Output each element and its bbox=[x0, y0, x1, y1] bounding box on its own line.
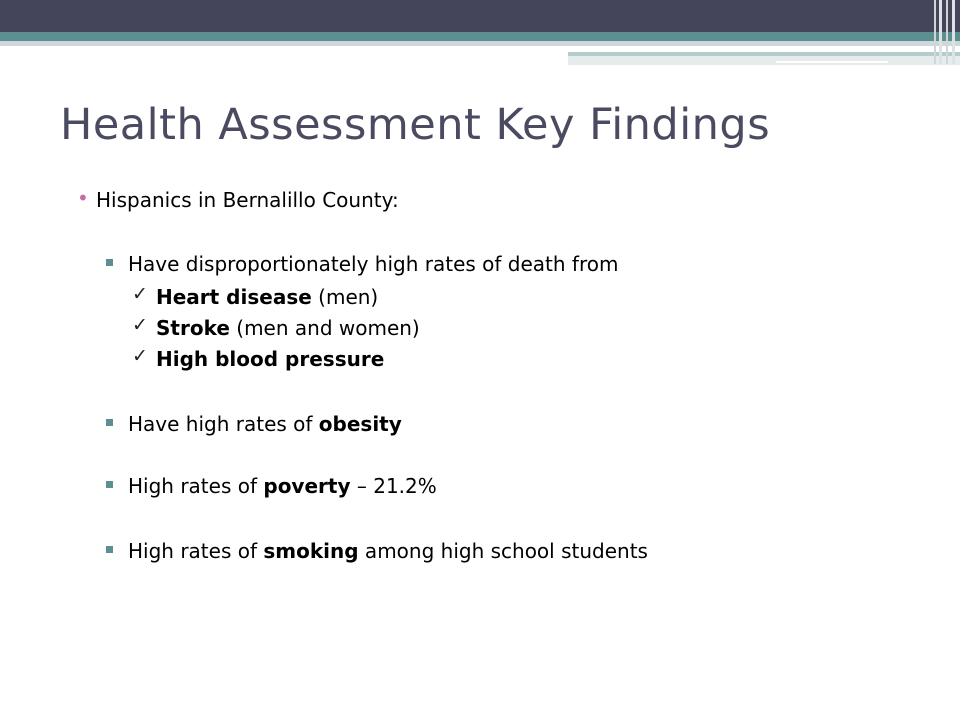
checkmark-icon: ✓ bbox=[132, 283, 148, 305]
slide-title: Health Assessment Key Findings bbox=[60, 100, 771, 150]
item-smoking bbox=[128, 538, 648, 564]
item-bold: poverty bbox=[263, 474, 351, 498]
item-text: – 21.2% bbox=[350, 474, 437, 498]
item-text: High rates of bbox=[128, 539, 264, 563]
header-stripe bbox=[952, 0, 955, 64]
header-banner-line bbox=[776, 61, 888, 63]
check-item-heart-disease bbox=[156, 284, 378, 310]
check-item-stroke bbox=[156, 315, 420, 341]
check-item-rest: (men and women) bbox=[229, 316, 420, 340]
item-bold: smoking bbox=[263, 539, 359, 563]
square-bullet-icon bbox=[106, 259, 113, 266]
square-bullet-icon bbox=[106, 481, 113, 488]
item-text: among high school students bbox=[358, 539, 648, 563]
checkmark-icon: ✓ bbox=[132, 345, 148, 367]
header-stripe bbox=[946, 0, 948, 64]
level1-text: Hispanics in Bernalillo County: bbox=[96, 188, 399, 212]
header-stripe bbox=[939, 0, 942, 64]
square-bullet-icon bbox=[106, 546, 113, 553]
item-text: High rates of bbox=[128, 474, 264, 498]
check-item-rest: (men) bbox=[311, 285, 379, 309]
bullet-dot-icon: • bbox=[77, 186, 89, 210]
item-poverty bbox=[128, 473, 437, 499]
item-disproportionate-death: Have disproportionately high rates of death from bbox=[128, 252, 619, 276]
header-banner-teal bbox=[0, 32, 960, 41]
header-stripe bbox=[934, 0, 936, 64]
square-bullet-icon bbox=[106, 419, 113, 426]
check-item-high-blood-pressure bbox=[156, 346, 384, 372]
header-banner-step bbox=[568, 56, 960, 65]
check-item-bold: Heart disease bbox=[156, 285, 312, 309]
item-obesity bbox=[128, 411, 402, 437]
item-text: Have high rates of bbox=[128, 412, 319, 436]
item-bold: obesity bbox=[318, 412, 402, 436]
checkmark-icon: ✓ bbox=[132, 314, 148, 336]
check-item-bold: Stroke bbox=[156, 316, 230, 340]
check-item-bold: High blood pressure bbox=[156, 347, 385, 371]
header-banner-dark bbox=[0, 0, 960, 32]
